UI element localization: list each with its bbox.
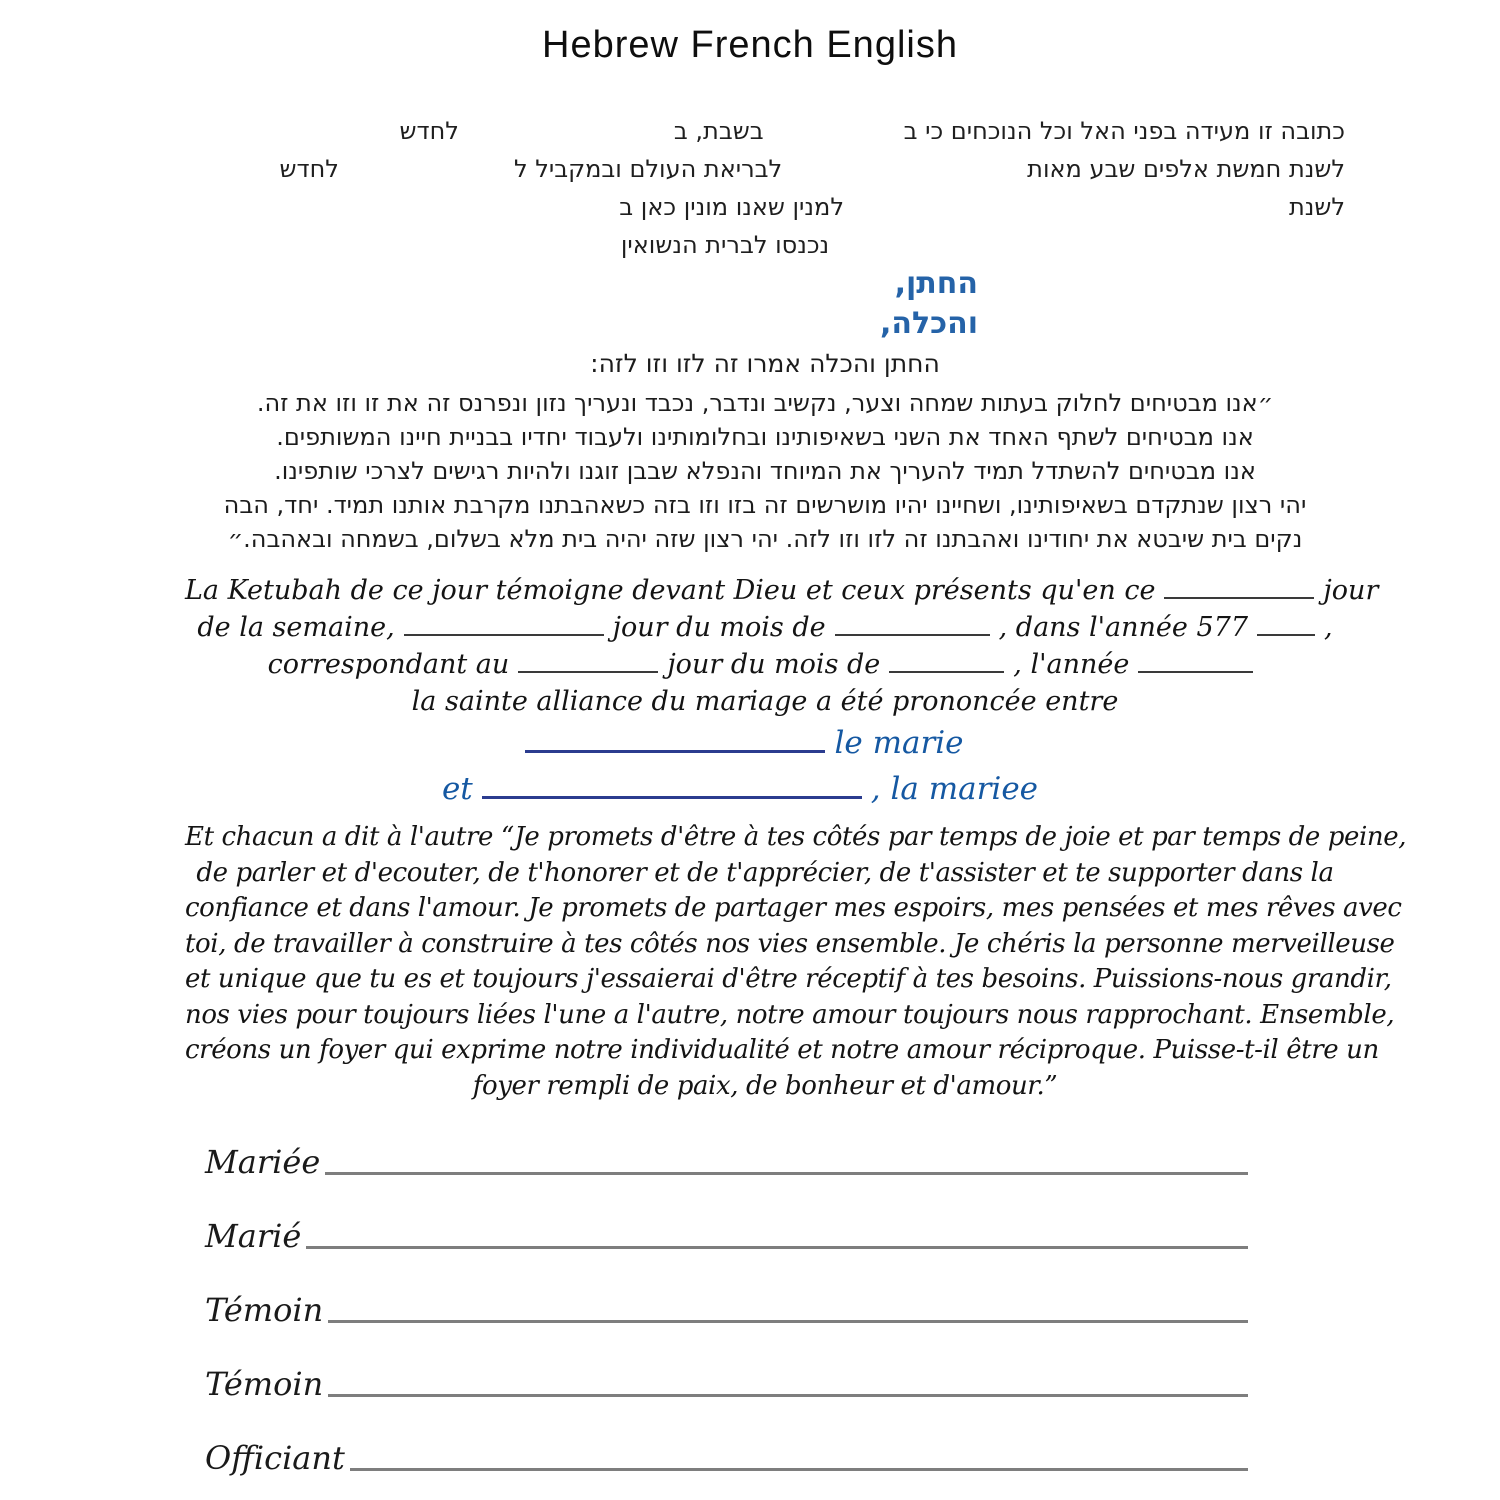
- hebrew-groom-label: החתן,: [894, 266, 978, 301]
- french-date-line-2: [185, 609, 1345, 646]
- blank-line: [404, 634, 604, 636]
- hebrew-bride-label: והכלה,: [879, 306, 978, 341]
- french-date-text: ,: [1324, 612, 1333, 643]
- signature-blank-line: [350, 1468, 1248, 1471]
- french-date-text: , l'année: [1013, 649, 1130, 680]
- french-alliance-line: la sainte alliance du mariage a été prononcée entre: [411, 686, 1119, 717]
- fill-in-gap: [844, 214, 1289, 215]
- french-bride-prefix: et: [441, 771, 473, 807]
- french-vow-line: créons un foyer qui exprime notre individualité et notre amour réciproque. Puisse-t-il être un: [185, 1035, 1379, 1065]
- french-date-line-3: [185, 646, 1345, 683]
- french-bride-label: , la mariee: [870, 771, 1039, 807]
- signature-row-groom: [205, 1216, 1248, 1256]
- signature-row-witness-2: [205, 1364, 1248, 1404]
- signature-row-officiant: [205, 1438, 1248, 1478]
- page-title: Hebrew French English: [542, 24, 958, 66]
- bride-name-blank-line: [482, 796, 862, 799]
- hebrew-date-text: לחדש: [279, 155, 339, 183]
- fill-in-gap: [782, 176, 1027, 177]
- hebrew-date-text: לשנת חמשת אלפים שבע מאות: [1027, 155, 1345, 183]
- french-date-text: La Ketubah de ce jour témoigne devant Dieu et ceux présents qu'en ce: [185, 575, 1156, 606]
- blank-line: [1257, 634, 1315, 636]
- ketubah-document: [185, 112, 1407, 1500]
- french-date-section: [185, 572, 1379, 720]
- hebrew-date-text: לבריאת העולם ובמקביל ל: [513, 155, 783, 183]
- french-date-text: jour: [1323, 575, 1379, 606]
- hebrew-date-line-3: [185, 188, 1345, 226]
- signature-blank-line: [325, 1172, 1248, 1175]
- french-vow-line: toi, de travailler à construire à tes côtés nos vies ensemble. Je chéris la personne merveilleuse: [185, 928, 1395, 959]
- hebrew-date-text: לשנת: [1288, 193, 1345, 221]
- groom-name-blank-line: [525, 750, 825, 753]
- fill-in-gap: [764, 138, 904, 139]
- blank-line: [518, 671, 658, 673]
- hebrew-date-text: לחדש: [399, 117, 459, 145]
- signature-section: [205, 1142, 1248, 1478]
- hebrew-date-text: למנין שאנו מונין כאן ב: [619, 193, 844, 221]
- signature-label: Témoin: [205, 1365, 324, 1403]
- hebrew-date-line-2: [185, 150, 1345, 188]
- fill-in-gap: [339, 176, 514, 177]
- signature-label: Témoin: [205, 1291, 324, 1329]
- french-date-text: de la semaine,: [197, 612, 395, 643]
- hebrew-said-line: החתן והכלה אמרו זה לזו וזו לזה:: [590, 349, 940, 378]
- french-groom-label: le marie: [834, 725, 964, 761]
- hebrew-couple-labels: [185, 264, 1345, 344]
- hebrew-vow-line: אנו מבטיחים להשתדל תמיד להעריך את המיוחד והנפלא שבבן זוגנו ולהיות רגישים לצרכי שותפינו.: [274, 457, 1256, 485]
- blank-line: [1138, 671, 1253, 673]
- french-vow-paragraph: [185, 820, 1407, 1104]
- signature-row-bride: [205, 1142, 1248, 1182]
- fill-in-gap: [459, 138, 674, 139]
- french-vow-line: foyer rempli de paix, de bonheur et d'amour.”: [472, 1070, 1058, 1101]
- signature-row-witness-1: [205, 1290, 1248, 1330]
- french-vow-line: confiance et dans l'amour. Je promets de partager mes espoirs, mes pensées et mes rêves avec: [185, 893, 1402, 923]
- signature-label: Mariée: [205, 1143, 321, 1181]
- french-vow-line: Et chacun a dit à l'autre “Je promets d'être à tes côtés par temps de joie et par temps de peine,: [185, 822, 1407, 852]
- signature-blank-line: [328, 1320, 1248, 1323]
- blank-line: [889, 671, 1004, 673]
- french-date-text: jour du mois de: [612, 612, 826, 643]
- hebrew-vow-line: ״אנו מבטיחים לחלוק בעתות שמחה וצער, נקשיב ונדבר, נכבד ונעריך נזון ונפרנס זה את זו וזו את זה.: [256, 389, 1274, 417]
- french-groom-line: [160, 720, 1320, 766]
- hebrew-vow-line: יהי רצון שנתקדם בשאיפותינו, ושחיינו יהיו מושרשים זה בזו וזו בזה כשאהבתנו מקרבת אותנו תמיד. יחד, הבה: [223, 491, 1307, 519]
- hebrew-vow-line: נקים בית שיבטא את יחודינו ואהבתנו זה לזו וזו לזה. יהי רצון שזה יהיה בית מלא בשלום, בשמחה ובאהבה.״: [227, 525, 1303, 553]
- signature-blank-line: [306, 1246, 1248, 1249]
- hebrew-vow-line: אנו מבטיחים לשתף האחד את השני בשאיפותינו ובחלומותינו ולעבוד יחדיו בבניית חיינו המשותפים.: [276, 423, 1254, 451]
- french-date-text: correspondant au: [267, 649, 510, 680]
- hebrew-covenant-line: נכנסו לברית הנשואין: [620, 231, 830, 259]
- hebrew-date-section: [185, 112, 1345, 264]
- french-date-text: jour du mois de: [667, 649, 881, 680]
- hebrew-vow-paragraph: [185, 386, 1345, 556]
- hebrew-date-text: בשבת, ב: [673, 117, 764, 145]
- french-date-line-1: [185, 572, 1379, 609]
- french-vow-line: nos vies pour toujours liées l'une a l'autre, notre amour toujours nous rapprochant. Ensemble,: [185, 999, 1395, 1030]
- blank-line: [835, 634, 990, 636]
- french-date-text: , dans l'année 577: [998, 612, 1249, 643]
- blank-line: [1164, 597, 1314, 599]
- hebrew-date-text: כתובה זו מעידה בפני האל וכל הנוכחים כי ב: [903, 117, 1345, 145]
- french-vow-line: et unique que tu es et toujours j'essaierai d'être réceptif à tes besoins. Puissions-nous grandir,: [185, 964, 1392, 994]
- signature-label: Officiant: [205, 1439, 345, 1477]
- hebrew-date-line-1: [185, 112, 1345, 150]
- french-bride-line: [160, 766, 1320, 812]
- signature-label: Marié: [205, 1217, 302, 1255]
- french-vow-line: de parler et d'ecouter, de t'honorer et de t'apprécier, de t'assister et te supporter dans la: [196, 857, 1334, 888]
- signature-blank-line: [328, 1394, 1248, 1397]
